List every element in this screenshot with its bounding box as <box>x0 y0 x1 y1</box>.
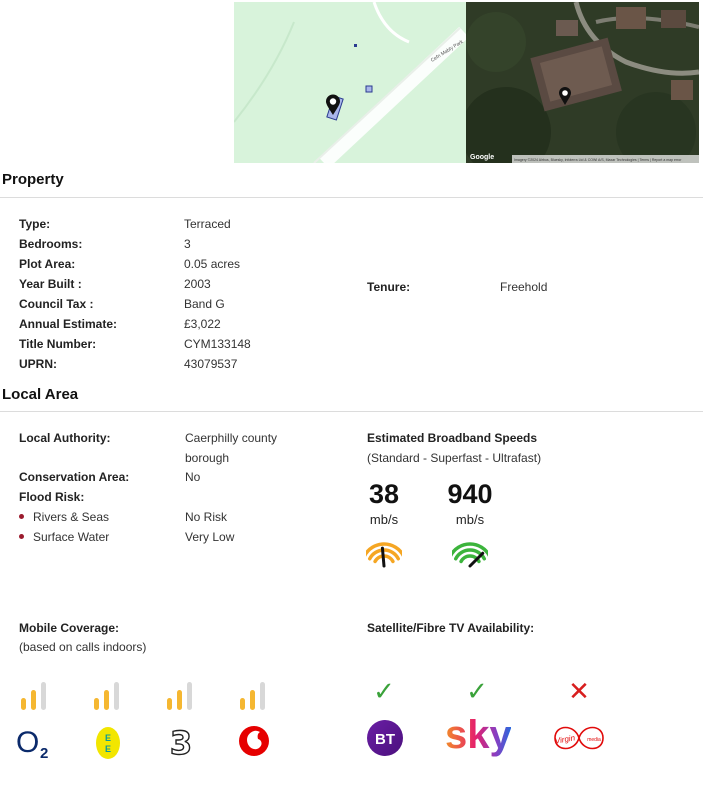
sky-logo-text: sky <box>445 714 511 757</box>
o2-logo <box>16 724 56 760</box>
signal-strength-icon <box>19 682 49 715</box>
rivers-seas-label: Rivers & Seas <box>33 510 110 524</box>
property-label: Type: <box>19 217 51 231</box>
location-pin-icon <box>325 94 341 121</box>
tenure-value: Freehold <box>500 280 548 294</box>
property-label: Plot Area: <box>19 257 76 271</box>
ee-logo <box>94 726 122 765</box>
virgin-availability-mark: ✕ <box>568 677 590 705</box>
satellite-svg <box>466 2 699 163</box>
signal-bar <box>21 698 26 710</box>
bullet-icon <box>19 514 24 519</box>
property-label: UPRN: <box>19 357 57 371</box>
map-attribution[interactable]: Imagery ©2024 Airbus, Bluesky, Infoterra Ltd & COWI A/S, Maxar Technologies | Terms | Report a map error <box>514 158 682 162</box>
location-pin-icon <box>558 86 572 111</box>
signal-strength-icon <box>165 682 195 715</box>
ee-logo-letter-bottom: E <box>104 744 112 754</box>
three-logo <box>166 724 196 765</box>
property-value: 2003 <box>184 277 211 291</box>
property-value: Band G <box>184 297 225 311</box>
property-label: Annual Estimate: <box>19 317 118 331</box>
signal-bar <box>167 698 172 710</box>
o2-logo-subscript: 2 <box>40 745 49 760</box>
property-label: Council Tax : <box>19 297 94 311</box>
property-value: CYM133148 <box>184 337 251 351</box>
rivers-seas-value: No Risk <box>185 510 228 524</box>
o2-logo-letter: O <box>16 726 40 759</box>
bt-logo <box>366 719 404 762</box>
conservation-area-label: Conservation Area: <box>19 470 130 484</box>
standard-speed-value: 38 <box>368 479 400 509</box>
property-value: 3 <box>184 237 191 251</box>
virgin-media-logo <box>549 718 609 763</box>
mobile-coverage-subtitle: (based on calls indoors) <box>19 640 147 654</box>
ultrafast-speed-value: 940 <box>447 479 493 509</box>
gauge-needle <box>382 548 384 566</box>
map-svg <box>234 2 466 163</box>
signal-bar <box>177 690 182 710</box>
signal-bar <box>187 682 192 710</box>
signal-bar <box>41 682 46 710</box>
surface-water-label: Surface Water <box>33 530 110 544</box>
property-label: Title Number: <box>19 337 97 351</box>
ee-logo-letter-top: E <box>104 733 112 743</box>
available-check-icon <box>461 677 493 710</box>
divider <box>0 411 703 412</box>
signal-strength-icon <box>238 682 268 715</box>
conservation-area-value: No <box>185 470 201 484</box>
unavailable-cross-icon <box>563 677 595 710</box>
google-logo: Google <box>470 154 495 161</box>
wifi-speed-gauge-icon <box>452 540 488 575</box>
signal-bar <box>104 690 109 710</box>
signal-bar <box>94 698 99 710</box>
satellite-map-view[interactable] <box>466 2 699 163</box>
ultrafast-speed-unit: mb/s <box>455 512 485 527</box>
local-area-heading: Local Area <box>2 386 79 403</box>
property-value: 0.05 acres <box>184 257 241 271</box>
tv-availability-title: Satellite/Fibre TV Availability: <box>367 621 535 635</box>
signal-bar <box>114 682 119 710</box>
bt-availability-mark: ✓ <box>373 677 395 705</box>
signal-bar <box>250 690 255 710</box>
signal-bar <box>31 690 36 710</box>
vodafone-logo <box>238 725 270 762</box>
broadband-subtitle: (Standard - Superfast - Ultrafast) <box>367 451 542 465</box>
property-value: Terraced <box>184 217 231 231</box>
signal-bar <box>240 698 245 710</box>
property-label: Bedrooms: <box>19 237 83 251</box>
wifi-speed-gauge-icon <box>366 540 402 575</box>
road-label: Cefn Mably Park <box>429 39 465 64</box>
virgin-media-logo-text: media <box>587 737 601 743</box>
local-authority-value: Caerphilly county <box>185 431 278 445</box>
divider <box>0 197 703 198</box>
sky-availability-mark: ✓ <box>466 677 488 705</box>
standard-speed-unit: mb/s <box>369 512 399 527</box>
bullet-icon <box>19 534 24 539</box>
signal-bar <box>260 682 265 710</box>
bt-logo-text: BT <box>375 731 395 748</box>
tenure-label: Tenure: <box>367 280 411 294</box>
property-heading: Property <box>2 171 64 188</box>
property-value: 43079537 <box>184 357 238 371</box>
property-value: £3,022 <box>184 317 221 331</box>
flood-risk-label: Flood Risk: <box>19 490 85 504</box>
virgin-logo-text: Virgin <box>554 733 576 746</box>
available-check-icon <box>368 677 400 710</box>
mobile-coverage-title: Mobile Coverage: <box>19 621 120 635</box>
signal-strength-icon <box>92 682 122 715</box>
local-authority-value-cont: borough <box>185 451 230 465</box>
three-logo-numeral: 3 <box>169 724 193 760</box>
sky-logo <box>443 714 511 763</box>
property-label: Year Built : <box>19 277 82 291</box>
map-view[interactable] <box>234 2 466 163</box>
surface-water-value: Very Low <box>185 530 235 544</box>
local-authority-label: Local Authority: <box>19 431 111 445</box>
broadband-title: Estimated Broadband Speeds <box>367 431 538 445</box>
